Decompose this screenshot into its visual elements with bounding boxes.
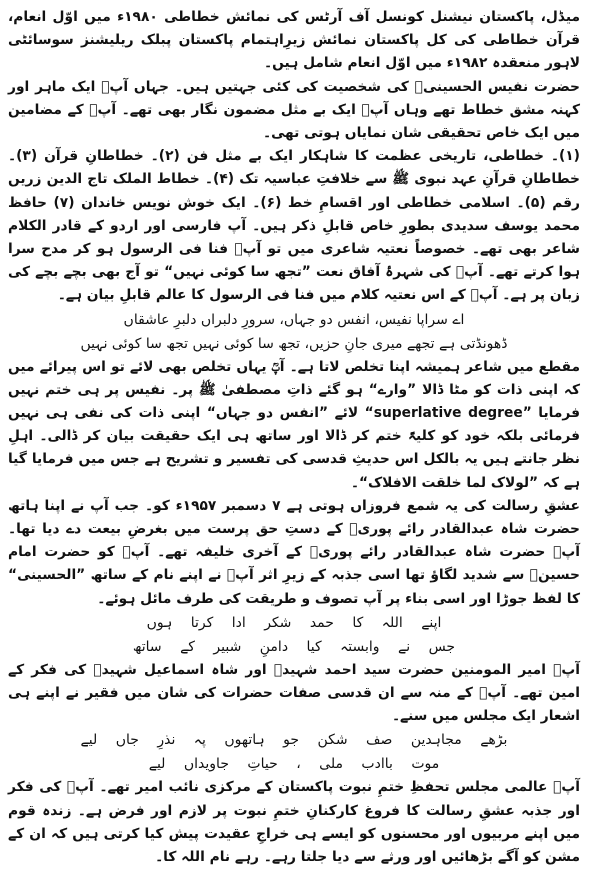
paragraph-khatm-e-nabuwat: آپؒ عالمی مجلس تحفظِ ختمِ نبوت پاکستان کے مرکزی نائب امیر تھے۔ آپؒ کی فکر اور جذبہ عشقِ رسالت کا فروغ کارکنانِ ختمِ نبوت پر لازم اور فرض ہے۔ زندہ قوم میں اپنے مربیوں اور محسنوں کو ایسے ہی خراجِ عقیدت پیش کیا کرتی ہیں کہ ان کے مشن کو آگے بڑھائیں اور ورثے سے دیا جلتا رہے۔ رہے نام اللہ کا۔	[8, 779, 580, 866]
verse-line: ڈھونڈتی ہے تجھے میری جانِ حزیں، تجھ سا کوئی نہیں تجھ سا کوئی نہیں	[80, 335, 508, 352]
paragraph-bayat: عشقِ رسالت کی یہ شمع فروزاں ہوتی ہے ۷ دسمبر ۱۹۵۷ء کو۔ جب آپ نے اپنا ہاتھ حضرت شاہ عبدالقادر رائے پوریؒ کے دستِ حق پرست میں بغرضِ بیعت دے دیا تھا۔ آپؒ حضرت شاہ عبدالقادر رائے پوریؒ کے آخری خلیفہ تھے۔ آپؒ کو حضرت امام حسینؓ سے شدید لگاؤ تھا اسی جذبہ کے زیرِ اثر آپؒ نے اپنے نام کے ساتھ ”الحسینی“ کا لفظ جوڑا اور اسی بناء پر آپ تصوف و طریقت کی طرف مائل ہوئے۔	[8, 497, 580, 607]
verse-line: اے سراپا نفیس، انفس دو جہاں، سرورِ دلبراں دلبرِ عاشقاں	[123, 311, 465, 328]
paragraph-shaheed: آپؒ امیر المومنین حضرت سید احمد شہیدؒ اور شاہ اسماعیل شہیدؒ کی فکر کے امین تھے۔ آپؒ کے منہ سے ان قدسی صفات حضرات کی شان میں فقیر نے اپنے ہی اشعار ایک مجلس میں سنے۔	[8, 661, 580, 725]
paragraph-maqta: مقطع میں شاعر ہمیشہ اپنا تخلص لاتا ہے۔ آپؒ یہاں تخلص بھی لائے تو اس پیرائے میں کہ اپنی ذات کو مٹا ڈالا ”وارے“ ہو گئے ذاتِ مصطفیٰ ﷺ پر۔ نفیس پر ہی ختم نہیں فرمایا ”superlative degree“ لائے ”انفس دو جہاں“ اپنی ذات کی نفی ہی نہیں فرمائی بلکہ خود کو کلیۃً ختم کر ڈالا اور ساتھ ہی ایک حقیقت بیان کر ڈالی۔ اہلِ نظر جانتے ہیں یہ بالکل اس حدیثِ قدسی کی تفسیر و تشریح ہے جس میں فرمایا گیا ہے کہ ”لولاک لما خلقت الافلاک“۔	[8, 358, 581, 491]
verse-line: اپنے اللہ کا حمد شکر ادا کرتا ہوں	[146, 614, 442, 631]
verse-line: بڑھے مجاہدین صف شکن جو ہاتھوں پہ نذرِ جاں لیے	[80, 732, 508, 749]
verse-hamd	[8, 611, 580, 659]
verse-line: موت باادب ملی ، حیاتِ جاویداں لیے	[148, 756, 440, 773]
verse-line: جس نے وابستہ کیا دامنِ شبیر کے ساتھ	[132, 638, 456, 655]
paragraph-personality: حضرت نفیس الحسینیؒ کی شخصیت کی کئی جہتیں ہیں۔ جہاں آپؒ ایک ماہر اور کہنہ مشق خطاط تھے وہاں آپؒ ایک بے مثل مضمون نگار بھی تھے۔ آپؒ کے مضامین میں ایک خاص تحقیقی شان نمایاں ہوتی تھی۔	[8, 78, 580, 142]
paragraph-awards: میڈل، پاکستان نیشنل کونسل آف آرٹس کی نمائش خطاطی ۱۹۸۰ء میں اوّل انعام، قرآن خطاطی کی کل پاکستان نمائش زیرِاہتمام پاکستان پبلک ریلیشنز سوسائٹی لاہور منعقدہ ۱۹۸۲ء میں اوّل انعام شامل ہیں۔	[8, 9, 580, 72]
verse-mujahideen	[8, 728, 580, 776]
verse-naat	[8, 308, 580, 356]
paragraph-articles-list: (۱)۔ خطاطی، تاریخی عظمت کا شاہکار ایک بے مثل فن (۲)۔ خطاطانِ قرآن (۳)۔ خطاطانِ قرآنِ عہد نبوی ﷺ سے خلافتِ عباسیہ تک (۴)۔ خطاط الملک تاج الدین زریں رقم (۵)۔ اسلامی خطاطی اور اقسامِ خط (۶)۔ ایک خوش نویس خاندان (۷) حافظ محمد یوسف سدیدی بطورِ خاص قابلِ ذکر ہیں۔ آپ فارسی اور اردو کے قادر الکلام شاعر بھی تھے۔ خصوصاً نعتیہ شاعری میں تو آپؒ فنا فی الرسول ہو کر مدح سرا ہوا کرتے تھے۔ آپؒ کی شہرۂ آفاق نعت ”تجھ سا کوئی نہیں“ تو آج بھی بچے بچے کی زبان پر ہے۔ آپؒ کے اس نعتیہ کلام میں فنا فی الرسول کا عالم قابلِ بیان ہے۔	[8, 148, 580, 304]
